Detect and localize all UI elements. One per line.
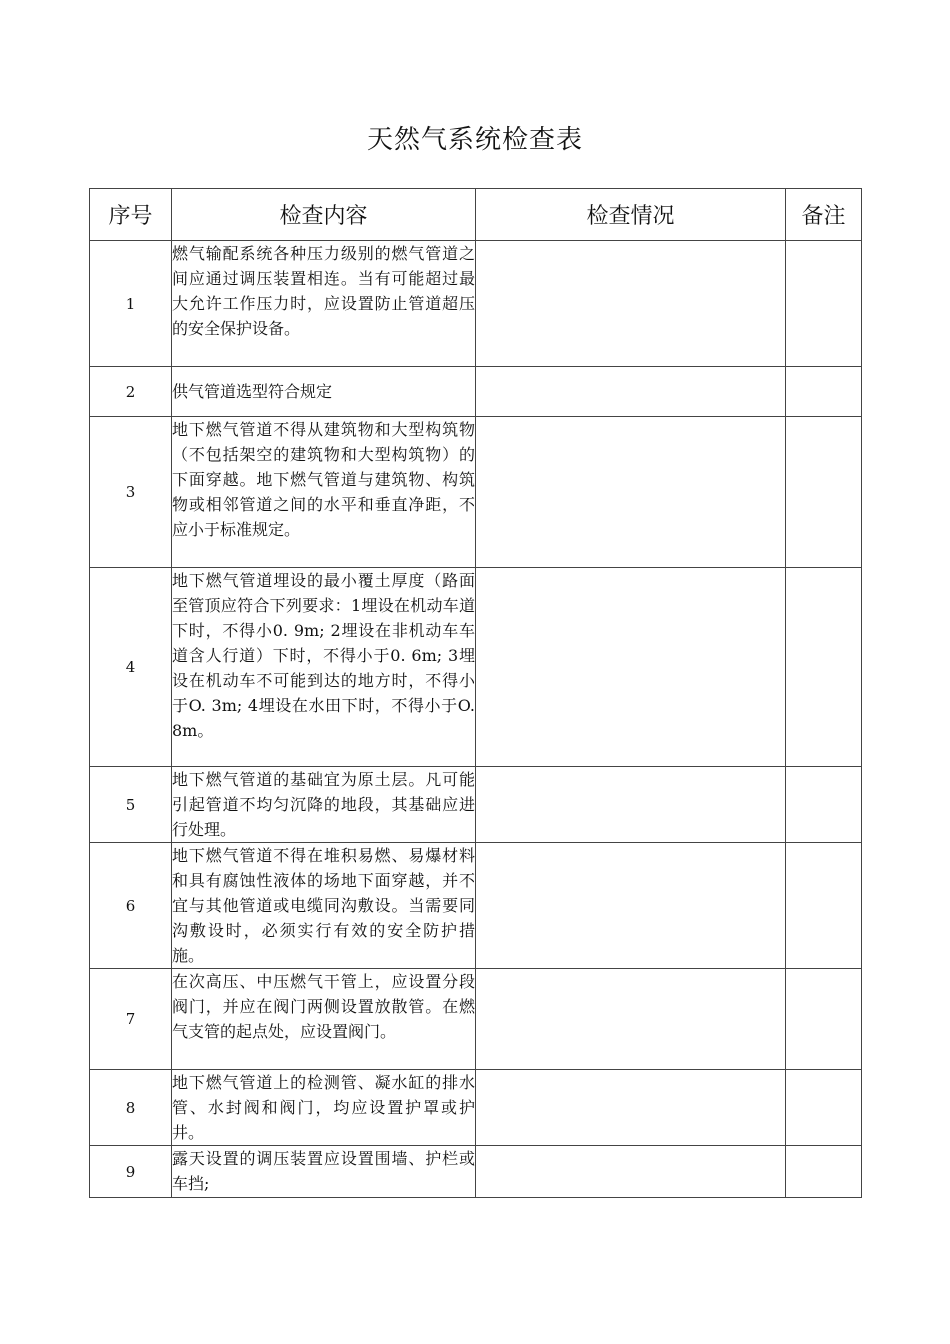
table-row (90, 1146, 862, 1198)
row-content: 露天设置的调压装置应设置围墙、护栏或车挡; (172, 1146, 476, 1198)
row-status (476, 568, 786, 767)
row-note (786, 568, 862, 767)
page-title: 天然气系统检查表 (366, 125, 583, 155)
row-status (476, 1146, 786, 1198)
table-row (90, 241, 862, 367)
row-seq: 9 (90, 1146, 172, 1198)
table-row (90, 417, 862, 568)
table-row (90, 969, 862, 1070)
row-seq: 5 (90, 767, 172, 843)
table-row (90, 1070, 862, 1146)
table-row (90, 767, 862, 843)
row-note (786, 767, 862, 843)
table-row (90, 568, 862, 767)
row-seq: 8 (90, 1070, 172, 1146)
inspection-table (89, 188, 862, 1198)
row-content: 燃气输配系统各种压力级别的燃气管道之间应通过调压装置相连。当有可能超过最大允许工作压力时，应设置防止管道超压的安全保护设备。 (172, 241, 476, 367)
row-content: 地下燃气管道的基础宜为原土层。凡可能引起管道不均匀沉降的地段，其基础应进行处理。 (172, 767, 476, 843)
row-status (476, 843, 786, 969)
header-content: 检查内容 (172, 189, 476, 241)
row-seq: 3 (90, 417, 172, 568)
row-note (786, 1070, 862, 1146)
row-seq: 1 (90, 241, 172, 367)
header-note: 备注 (786, 189, 862, 241)
table-row (90, 367, 862, 417)
row-status (476, 767, 786, 843)
header-status: 检查情况 (476, 189, 786, 241)
row-content: 地下燃气管道上的检测管、凝水缸的排水管、水封阀和阀门，均应设置护罩或护井。 (172, 1070, 476, 1146)
row-seq: 6 (90, 843, 172, 969)
table-header-row (90, 189, 862, 241)
row-content: 地下燃气管道不得在堆积易燃、易爆材料和具有腐蚀性液体的场地下面穿越，并不宜与其他管道或电缆同沟敷设。当需要同沟敷设时，必须实行有效的安全防护措施。 (172, 843, 476, 969)
row-note (786, 843, 862, 969)
row-content: 地下燃气管道埋设的最小覆土厚度（路面至管顶应符合下列要求：1埋设在机动车道下时，不得小0. 9m; 2埋设在非机动车车道含人行道）下时，不得小于0. 6m; 3埋设在机动车不可能到达的地方时，不得小于O. 3m; 4埋设在水田下时，不得小于O. 8m。 (172, 568, 476, 767)
row-seq: 7 (90, 969, 172, 1070)
row-note (786, 417, 862, 568)
row-content: 地下燃气管道不得从建筑物和大型构筑物（不包括架空的建筑物和大型构筑物）的下面穿越。地下燃气管道与建筑物、构筑物或相邻管道之间的水平和垂直净距，不应小于标准规定。 (172, 417, 476, 568)
row-status (476, 417, 786, 568)
row-content: 在次高压、中压燃气干管上，应设置分段阀门，并应在阀门两侧设置放散管。在燃气支管的起点处，应设置阀门。 (172, 969, 476, 1070)
row-content: 供气管道选型符合规定 (172, 367, 476, 417)
row-note (786, 969, 862, 1070)
row-seq: 4 (90, 568, 172, 767)
header-seq: 序号 (90, 189, 172, 241)
row-seq: 2 (90, 367, 172, 417)
row-status (476, 367, 786, 417)
row-status (476, 1070, 786, 1146)
row-note (786, 1146, 862, 1198)
table-row (90, 843, 862, 969)
row-status (476, 969, 786, 1070)
row-note (786, 241, 862, 367)
row-status (476, 241, 786, 367)
row-note (786, 367, 862, 417)
